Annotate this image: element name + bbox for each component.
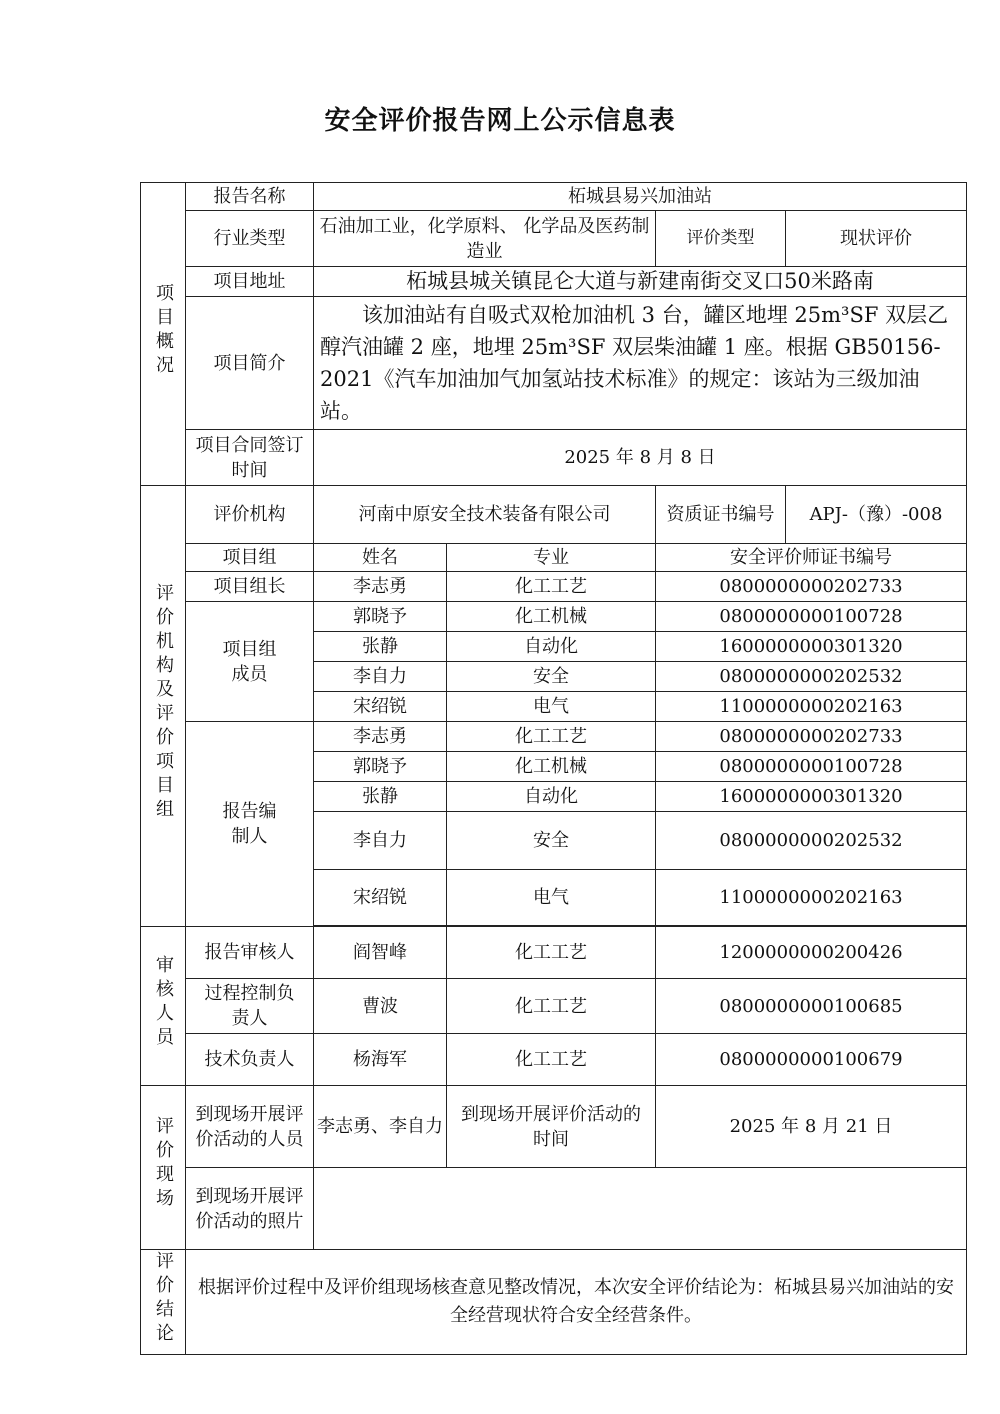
member-major: 化工机械	[447, 602, 656, 632]
author-cert: 0800000000202532	[656, 812, 967, 870]
org-label: 评价机构	[186, 486, 314, 544]
member-major: 电气	[447, 692, 656, 722]
member-name: 李自力	[314, 662, 447, 692]
address-label: 项目地址	[186, 267, 314, 297]
intro-label: 项目简介	[186, 297, 314, 430]
eval-type-label: 评价类型	[656, 211, 786, 267]
authors-label: 报告编制人	[186, 722, 314, 927]
author-major: 化工工艺	[447, 722, 656, 752]
cert-no: APJ-（豫）-008	[786, 486, 967, 544]
author-cert: 0800000000100728	[656, 752, 967, 782]
member-major: 安全	[447, 662, 656, 692]
section-org: 评价机构及评价项目组	[141, 486, 186, 927]
review-cert: 1200000000200426	[656, 927, 967, 979]
org-name: 河南中原安全技术装备有限公司	[314, 486, 656, 544]
site-time-label: 到现场开展评价活动的时间	[447, 1086, 656, 1168]
review-name: 曹波	[314, 979, 447, 1034]
member-cert: 1600000000301320	[656, 632, 967, 662]
info-table	[140, 182, 967, 1355]
review-role: 技术负责人	[186, 1034, 314, 1086]
member-name: 张静	[314, 632, 447, 662]
report-name: 柘城县易兴加油站	[314, 183, 967, 211]
header-group: 项目组	[186, 544, 314, 572]
author-major: 化工机械	[447, 752, 656, 782]
author-cert: 1100000000202163	[656, 870, 967, 926]
contract-label: 项目合同签订时间	[186, 430, 314, 486]
site-time: 2025 年 8 月 21 日	[656, 1086, 967, 1168]
eval-type: 现状评价	[786, 211, 967, 267]
member-major: 自动化	[447, 632, 656, 662]
author-name: 李自力	[314, 812, 447, 870]
review-name: 阎智峰	[314, 927, 447, 979]
section-conclusion: 评价结论	[141, 1250, 186, 1355]
members-label: 项目组成员	[186, 602, 314, 722]
project-intro: 该加油站有自吸式双枪加油机 3 台，罐区地埋 25m³SF 双层乙醇汽油罐 2 座，地埋 25m³SF 双层柴油罐 1 座。根据 GB50156-2021《汽车加油加气加氢站技术标准》的规定：该站为三级加油站。	[314, 297, 967, 430]
member-cert: 0800000000100728	[656, 602, 967, 632]
page-title: 安全评价报告网上公示信息表	[324, 106, 676, 136]
review-name: 杨海军	[314, 1034, 447, 1086]
leader-name: 李志勇	[314, 572, 447, 602]
site-people-label: 到现场开展评价活动的人员	[186, 1086, 314, 1168]
member-name: 郭晓予	[314, 602, 447, 632]
contract-date: 2025 年 8 月 8 日	[314, 430, 967, 486]
review-role: 过程控制负责人	[186, 979, 314, 1034]
leader-major: 化工工艺	[447, 572, 656, 602]
review-cert: 0800000000100685	[656, 979, 967, 1034]
leader-cert: 0800000000202733	[656, 572, 967, 602]
review-major: 化工工艺	[447, 1034, 656, 1086]
author-major: 电气	[447, 870, 656, 926]
author-name: 郭晓予	[314, 752, 447, 782]
author-cert: 0800000000202733	[656, 722, 967, 752]
member-cert: 0800000000202532	[656, 662, 967, 692]
conclusion-text: 根据评价过程中及评价组现场核查意见整改情况，本次安全评价结论为：柘城县易兴加油站的安全经营现状符合安全经营条件。	[186, 1250, 967, 1355]
review-major: 化工工艺	[447, 979, 656, 1034]
header-name: 姓名	[314, 544, 447, 572]
author-cert: 1600000000301320	[656, 782, 967, 812]
section-review: 审核人员	[141, 927, 186, 1086]
section-overview: 项目概况	[141, 183, 186, 486]
review-role: 报告审核人	[186, 927, 314, 979]
author-major: 自动化	[447, 782, 656, 812]
review-major: 化工工艺	[447, 927, 656, 979]
author-name: 张静	[314, 782, 447, 812]
review-cert: 0800000000100679	[656, 1034, 967, 1086]
site-photo-area	[314, 1168, 967, 1250]
address: 柘城县城关镇昆仑大道与新建南街交叉口50米路南	[314, 267, 967, 297]
site-people: 李志勇、李自力	[314, 1086, 447, 1168]
cert-label: 资质证书编号	[656, 486, 786, 544]
author-name: 宋绍锐	[314, 870, 447, 926]
author-major: 安全	[447, 812, 656, 870]
header-cert: 安全评价师证书编号	[656, 544, 967, 572]
section-site: 评价现场	[141, 1086, 186, 1250]
report-name-label: 报告名称	[186, 183, 314, 211]
member-name: 宋绍锐	[314, 692, 447, 722]
industry-label: 行业类型	[186, 211, 314, 267]
header-major: 专业	[447, 544, 656, 572]
member-cert: 1100000000202163	[656, 692, 967, 722]
industry: 石油加工业，化学原料、 化学品及医药制造业	[314, 211, 656, 267]
author-name: 李志勇	[314, 722, 447, 752]
site-photo-label: 到现场开展评价活动的照片	[186, 1168, 314, 1250]
leader-label: 项目组长	[186, 572, 314, 602]
